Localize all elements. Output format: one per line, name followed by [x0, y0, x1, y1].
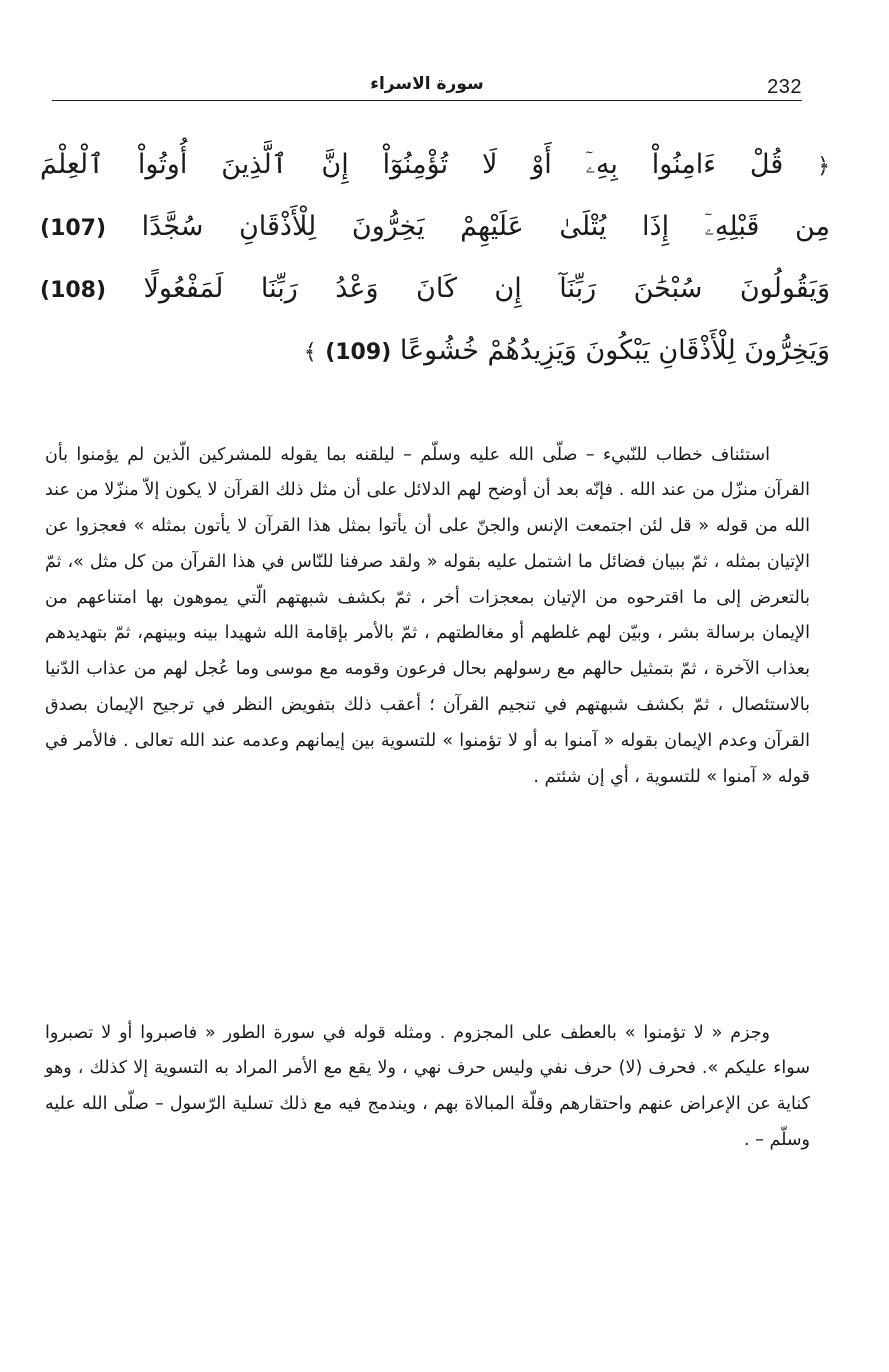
- header-divider: [52, 100, 802, 101]
- verse-text: مِن قَبْلِهِۦٓ إِذَا يُتْلَىٰ عَلَيْهِمْ يَخِرُّونَ لِلْأَذْقَانِ سُجَّدًا: [141, 211, 830, 242]
- verse-number: (109): [325, 340, 392, 365]
- commentary-paragraph-1: استئناف خطاب للنّبيء – صلّى الله عليه وسلّم – ليلقنه بما يقوله للمشركين الّذين لم يؤمنوا بأن القرآن منزّل من عند الله . فإنّه بعد أن أوضح لهم الدلائل على أن مثل ذلك القرآن لا يكون إلاّ منزّلا من عند الله من قوله « قل لئن اجتمعت الإنس والجنّ على أن يأتوا بمثل هذا القرآن لا يأتون بمثله » فعجزوا عن الإتيان بمثله ، ثمّ ببيان فضائل ما اشتمل عليه بقوله « ولقد صرفنا للنّاس في هذا القرآن من كل مثل »، ثمّ بالتعرض إلى ما اقترحوه من الإتيان بمعجزات أخر ، ثمّ بكشف شبهتهم الّتي يموهون بها امتناعهم من الإيمان برسالة بشر ، وبيّن لهم غلطهم أو مغالطتهم ، ثمّ بالأمر بإقامة الله شهيدا بينه وبينهم، ثمّ بتهديدهم بعذاب الآخرة ، ثمّ بتمثيل حالهم مع رسولهم بحال فرعون وقومه مع موسى وما عُجل لهم من عذاب الدّنيا بالاستئصال ، ثمّ بكشف شبهتهم في تنجيم القرآن ؛ أعقب ذلك بتفويض النظر في ترجيح الإيمان بصدق القرآن وعدم الإيمان بقوله « آمنوا به أو لا تؤمنوا » للتسوية بين إيمانهم وعدمه عند الله تعالى . فالأمر في قوله « آمنوا » للتسوية ، أي إن شئتم .: [45, 444, 810, 787]
- page-header: [52, 70, 802, 104]
- verse-line-4: [40, 321, 830, 383]
- verse-line-1: [40, 135, 830, 197]
- verse-text: وَيَقُولُونَ سُبْحَٰنَ رَبِّنَآ إِن كَانَ وَعْدُ رَبِّنَا لَمَفْعُولًا: [143, 273, 830, 304]
- verse-number: (107): [40, 216, 107, 241]
- verse-line-2: [40, 197, 830, 259]
- quran-verses: [40, 135, 830, 383]
- commentary-paragraph-2: وجزم « لا تؤمنوا » بالعطف على المجزوم . ومثله قوله في سورة الطور « فاصبروا أو لا تصبروا سواء عليكم ». فحرف (لا) حرف نفي وليس حرف نهي ، ولا يقع مع الأمر المراد به التسوية إلا كذلك ، وهو كناية عن الإعراض عنهم واحتقارهم وقلّة المبالاة بهم ، ويندمج فيه مع ذلك تسلية الرّسول – صلّى الله عليه وسلّم – .: [45, 1022, 810, 1150]
- page-number: 232: [767, 76, 802, 98]
- verse-line-3: [40, 259, 830, 321]
- ornate-close-bracket: ﴾: [303, 340, 317, 365]
- ornate-open-bracket: ﴿: [817, 154, 830, 179]
- verse-text: وَيَخِرُّونَ لِلْأَذْقَانِ يَبْكُونَ وَيَزِيدُهُمْ خُشُوعًا: [399, 335, 830, 366]
- verse-number: (108): [40, 278, 107, 303]
- verse-text: قُلْ ءَامِنُواْ بِهِۦٓ أَوْ لَا تُؤْمِنُوٓاْ إِنَّ ٱلَّذِينَ أُوتُواْ ٱلْعِلْمَ: [40, 149, 784, 180]
- surah-title: سورة الاسراء: [370, 74, 484, 94]
